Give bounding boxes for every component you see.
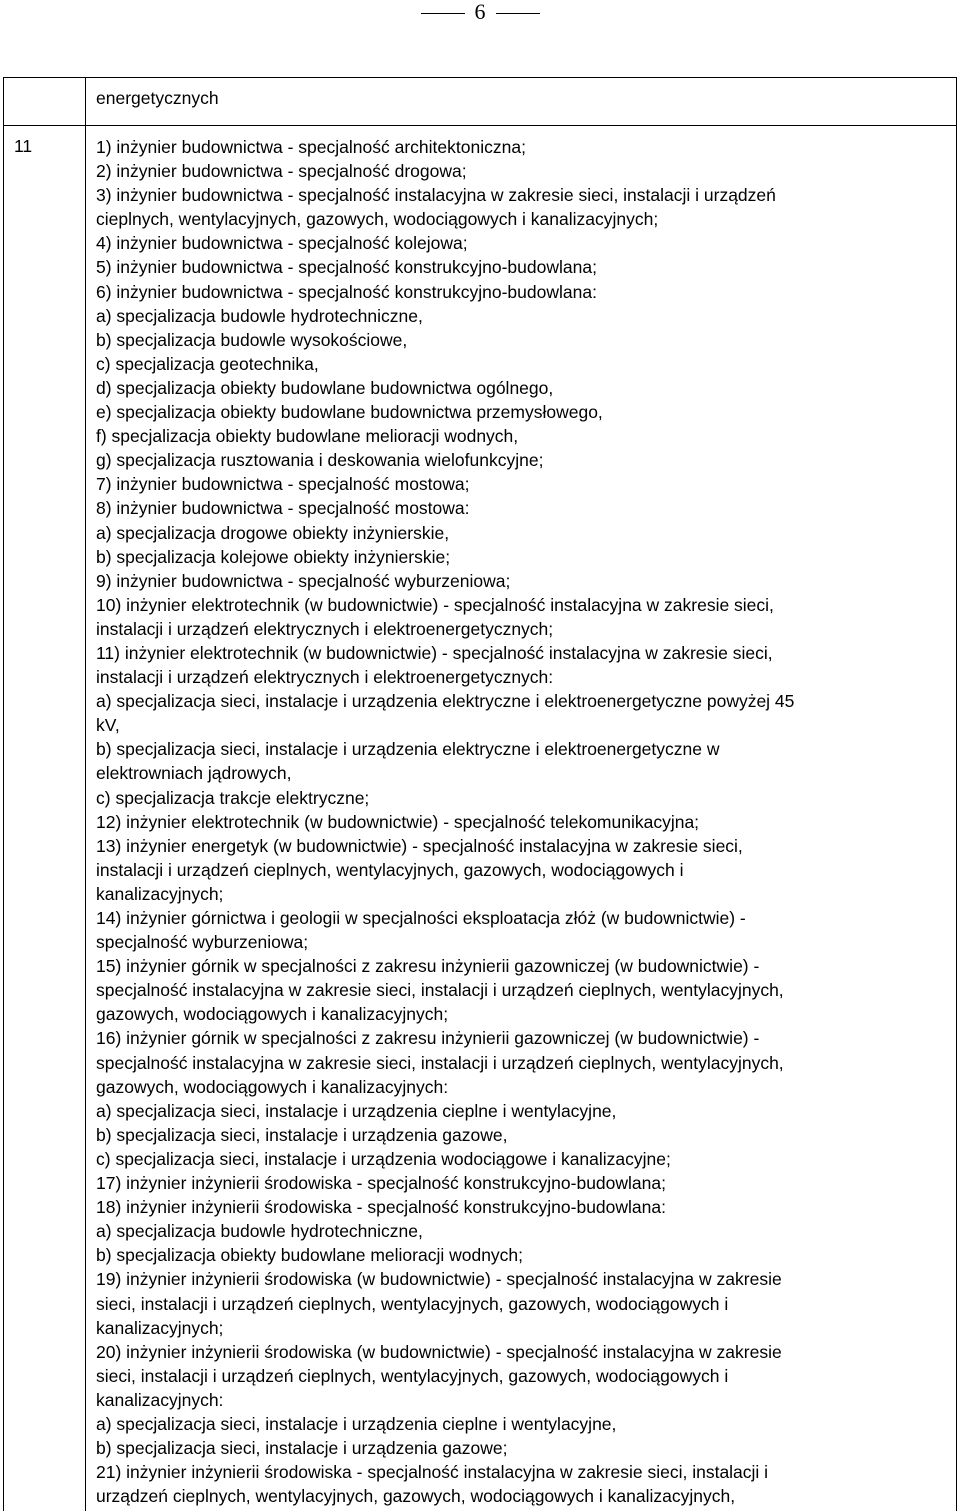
list-line: 14) inżynier górnictwa i geologii w specjalności eksploatacja złóż (w budownictwie) - bbox=[96, 908, 746, 928]
list-line: specjalność wyburzeniowa; bbox=[96, 932, 309, 953]
list-line: 7) inżynier budownictwa - specjalność mostowa; bbox=[96, 474, 470, 495]
page-number-value: 6 bbox=[474, 0, 486, 24]
row-separator bbox=[4, 125, 956, 126]
list-line: a) specjalizacja sieci, instalacje i urządzenia elektryczne i elektroenergetyczne powyżej 45 bbox=[96, 691, 795, 712]
list-line: 10) inżynier elektrotechnik (w budownictwie) - specjalność instalacyjna w zakresie sieci, bbox=[96, 594, 774, 615]
list-line: specjalność instalacyjna w zakresie sieci, instalacji i urządzeń cieplnych, wentylacyjnych, bbox=[96, 1052, 784, 1073]
list-line: gazowych, wodociągowych i kanalizacyjnych; bbox=[96, 1004, 449, 1025]
list-line: sieci, instalacji i urządzeń cieplnych, wentylacyjnych, gazowych, wodociągowych i bbox=[96, 1293, 729, 1314]
list-line: f) specjalizacja obiekty budowlane melioracji wodnych, bbox=[96, 426, 519, 447]
list-line: instalacji i urządzeń cieplnych, wentylacyjnych, gazowych, wodociągowych i bbox=[96, 859, 684, 880]
list-line: g) specjalizacja rusztowania i deskowania wielofunkcyjne; bbox=[96, 450, 544, 471]
list-line: b) specjalizacja budowle wysokościowe, bbox=[96, 329, 408, 350]
list-line: a) specjalizacja budowle hydrotechniczne, bbox=[96, 305, 423, 326]
list-line: instalacji i urządzeń elektrycznych i elektroenergetycznych; bbox=[96, 618, 554, 639]
list-line: 17) inżynier inżynierii środowiska - specjalność konstrukcyjno-budowlana; bbox=[96, 1173, 666, 1194]
list-line: kanalizacyjnych; bbox=[96, 1317, 224, 1338]
list-line: 18) inżynier inżynierii środowiska - specjalność konstrukcyjno-budowlana: bbox=[96, 1197, 666, 1218]
list-line: 15) inżynier górnik w specjalności z zakresu inżynierii gazowniczej (w budownictwie) - bbox=[96, 956, 760, 977]
list-line: 12) inżynier elektrotechnik (w budownictwie) - specjalność telekomunikacyjna; bbox=[96, 811, 700, 832]
list-line: urządzeń cieplnych, wentylacyjnych, gazowych, wodociągowych i kanalizacyjnych, bbox=[96, 1486, 736, 1507]
list-line: a) specjalizacja budowle hydrotechniczne, bbox=[96, 1221, 423, 1242]
row-number-cell: 11 bbox=[14, 136, 33, 156]
list-line: c) specjalizacja sieci, instalacje i urządzenia wodociągowe i kanalizacyjne; bbox=[96, 1148, 671, 1169]
list-line: a) specjalizacja sieci, instalacje i urządzenia cieplne i wentylacyjne, bbox=[96, 1100, 617, 1121]
list-line: c) specjalizacja geotechnika, bbox=[96, 353, 319, 374]
list-line: 6) inżynier budownictwa - specjalność konstrukcyjno-budowlana: bbox=[96, 281, 597, 302]
list-line: b) specjalizacja sieci, instalacje i urządzenia gazowe, bbox=[96, 1124, 508, 1145]
list-line: c) specjalizacja trakcje elektryczne; bbox=[96, 787, 370, 808]
list-line: 21) inżynier inżynierii środowiska - specjalność instalacyjna w zakresie sieci, instalacji i bbox=[96, 1462, 769, 1483]
list-line: 5) inżynier budownictwa - specjalność konstrukcyjno-budowlana; bbox=[96, 257, 597, 278]
list-line: b) specjalizacja sieci, instalacje i urządzenia elektryczne i elektroenergetyczne w bbox=[96, 739, 720, 760]
list-line: 11) inżynier elektrotechnik (w budownictwie) - specjalność instalacyjna w zakresie sieci, bbox=[96, 642, 773, 663]
list-line: 13) inżynier energetyk (w budownictwie) - specjalność instalacyjna w zakresie sieci, bbox=[96, 835, 743, 856]
page-number-left-rule bbox=[421, 13, 465, 14]
list-line: instalacji i urządzeń elektrycznych i elektroenergetycznych: bbox=[96, 667, 554, 688]
list-line: b) specjalizacja kolejowe obiekty inżynierskie; bbox=[96, 546, 451, 567]
list-line: gazowych, wodociągowych i kanalizacyjnych: bbox=[96, 1076, 449, 1097]
list-line: a) specjalizacja drogowe obiekty inżynierskie, bbox=[96, 522, 450, 543]
list-line: cieplnych, wentylacyjnych, gazowych, wodociągowych i kanalizacyjnych; bbox=[96, 209, 659, 230]
list-line: a) specjalizacja sieci, instalacje i urządzenia cieplne i wentylacyjne, bbox=[96, 1413, 617, 1434]
list-line: 3) inżynier budownictwa - specjalność instalacyjna w zakresie sieci, instalacji i urządzeń bbox=[96, 185, 776, 206]
list-line: specjalność instalacyjna w zakresie sieci, instalacji i urządzeń cieplnych, wentylacyjnych, bbox=[96, 980, 784, 1001]
qualifications-list bbox=[96, 135, 944, 1508]
list-line: 8) inżynier budownictwa - specjalność mostowa: bbox=[96, 498, 470, 519]
list-line: kV, bbox=[96, 715, 120, 736]
list-line: elektrowniach jądrowych, bbox=[96, 763, 292, 784]
list-line: 4) inżynier budownictwa - specjalność kolejowa; bbox=[96, 233, 468, 254]
list-line: d) specjalizacja obiekty budowlane budownictwa ogólnego, bbox=[96, 377, 554, 398]
list-line: sieci, instalacji i urządzeń cieplnych, wentylacyjnych, gazowych, wodociągowych i bbox=[96, 1365, 729, 1386]
list-line: kanalizacyjnych: bbox=[96, 1389, 224, 1410]
list-line: kanalizacyjnych; bbox=[96, 883, 224, 904]
document-table bbox=[3, 77, 957, 1511]
list-line: 2) inżynier budownictwa - specjalność drogowa; bbox=[96, 161, 467, 182]
list-line: 9) inżynier budownictwa - specjalność wyburzeniowa; bbox=[96, 570, 511, 591]
list-line: 16) inżynier górnik w specjalności z zakresu inżynierii gazowniczej (w budownictwie) - bbox=[96, 1028, 760, 1049]
list-line: 1) inżynier budownictwa - specjalność architektoniczna; bbox=[96, 137, 526, 157]
continuation-cell: energetycznych bbox=[96, 88, 219, 108]
column-separator bbox=[85, 78, 86, 1511]
list-line: 20) inżynier inżynierii środowiska (w budownictwie) - specjalność instalacyjna w zakresie bbox=[96, 1341, 782, 1362]
list-line: b) specjalizacja obiekty budowlane melioracji wodnych; bbox=[96, 1245, 524, 1266]
list-line: b) specjalizacja sieci, instalacje i urządzenia gazowe; bbox=[96, 1438, 508, 1459]
list-line: 19) inżynier inżynierii środowiska (w budownictwie) - specjalność instalacyjna w zakresie bbox=[96, 1269, 782, 1290]
page-number bbox=[0, 0, 960, 23]
list-line: e) specjalizacja obiekty budowlane budownictwa przemysłowego, bbox=[96, 402, 603, 423]
page-number-right-rule bbox=[496, 13, 540, 14]
